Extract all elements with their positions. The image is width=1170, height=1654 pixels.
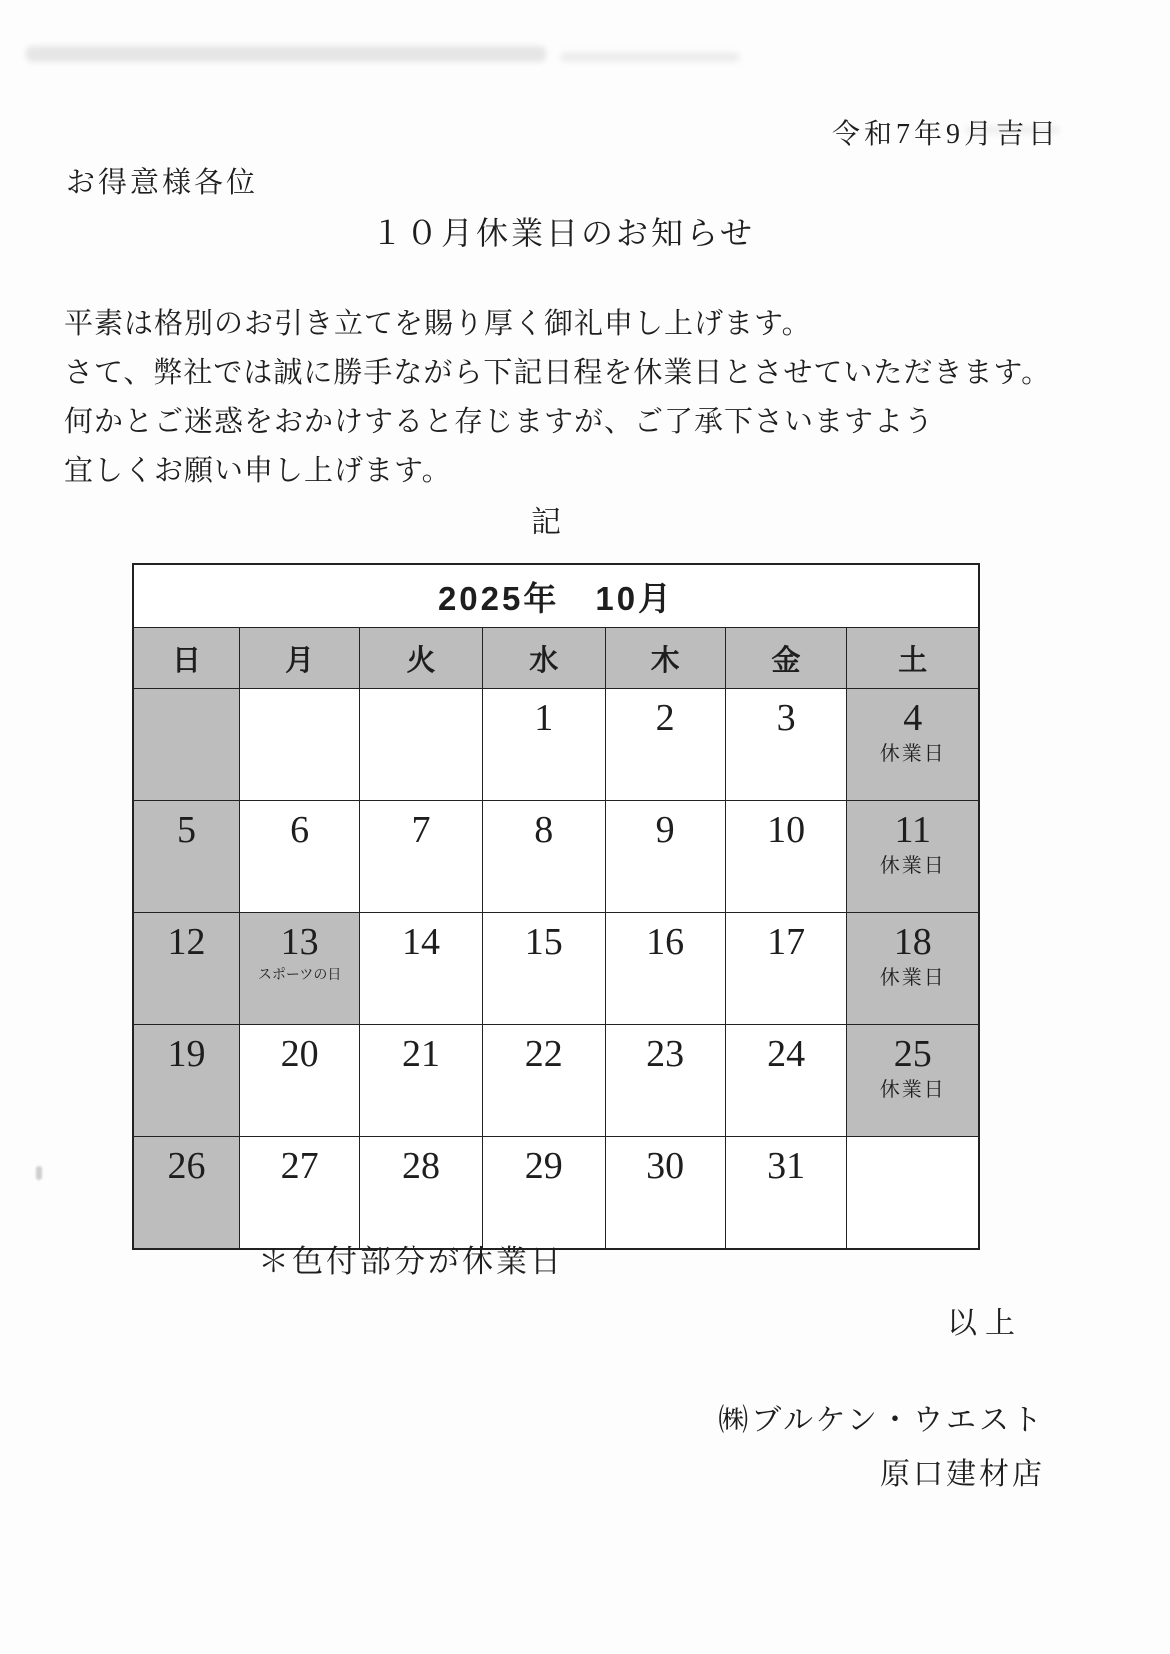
day-cell-13 [240,913,360,1025]
calendar-table [132,563,980,1250]
legend-note: ＊色付部分が休業日 [258,1244,564,1279]
day-number: 31 [767,1145,806,1187]
weekday-header-日: 日 [133,628,240,689]
day-cell-empty [360,689,483,801]
page-title: １０月休業日のお知らせ [370,215,756,251]
day-cell-31 [725,1137,847,1250]
day-cell-empty [240,689,360,801]
day-number: 8 [534,809,554,851]
day-cell-29 [482,1137,605,1250]
day-number: 10 [767,809,806,851]
day-number: 9 [655,809,675,851]
issue-date: 令和7年9月吉日 [831,119,1060,150]
day-cell-16 [605,913,725,1025]
day-cell-2 [605,689,725,801]
day-number: 14 [402,921,441,963]
calendar-week-row [133,689,979,801]
weekday-header-土: 土 [847,628,979,689]
day-cell-empty [847,1137,979,1250]
body-line: 平素は格別のお引き立てを賜り厚く御礼申し上げます。 [64,308,812,340]
scan-artifact [560,52,740,62]
company-name: ㈱ブルケン・ウエスト [718,1404,1045,1437]
company-signature [718,1394,1045,1502]
day-cell-17 [725,913,847,1025]
day-number: 16 [646,921,685,963]
day-cell-22 [482,1025,605,1137]
day-cell-empty [133,689,240,801]
day-cell-23 [605,1025,725,1137]
day-label: スポーツの日 [257,968,342,983]
record-mark: 記 [531,506,561,539]
day-number: 2 [655,697,675,739]
day-number: 3 [776,697,796,739]
day-number: 26 [167,1145,206,1187]
calendar-week-row [133,801,979,913]
company-branch: 原口建材店 [880,1458,1045,1491]
day-cell-6 [240,801,360,913]
day-number: 19 [167,1033,206,1075]
day-cell-12 [133,913,240,1025]
day-number: 23 [646,1033,685,1075]
day-number: 11 [894,809,932,851]
day-number: 22 [524,1033,563,1075]
body-line: 宜しくお願い申し上げます。 [64,455,452,487]
scan-artifact [26,46,546,62]
day-number: 21 [402,1033,441,1075]
body-paragraph [64,300,1051,496]
weekday-header-水: 水 [482,628,605,689]
day-number: 27 [280,1145,319,1187]
day-cell-27 [240,1137,360,1250]
day-number: 30 [646,1145,685,1187]
day-cell-30 [605,1137,725,1250]
day-cell-19 [133,1025,240,1137]
day-number: 29 [524,1145,563,1187]
day-number: 13 [280,921,319,963]
day-number: 18 [893,921,932,963]
day-number: 7 [411,809,431,851]
day-cell-20 [240,1025,360,1137]
day-cell-15 [482,913,605,1025]
calendar-body [133,689,979,1250]
day-number: 6 [290,809,310,851]
calendar-title: 2025年 10月 [133,564,979,628]
body-line: 何かとご迷惑をおかけすると存じますが、ご了承下さいますよう [64,406,935,438]
day-cell-1 [482,689,605,801]
day-number: 15 [524,921,563,963]
recipient-line: お得意様各位 [66,167,259,199]
day-label: 休業日 [879,743,946,765]
scan-artifact [36,1166,42,1180]
day-cell-18 [847,913,979,1025]
day-cell-7 [360,801,483,913]
day-cell-14 [360,913,483,1025]
day-label: 休業日 [879,967,946,989]
day-cell-21 [360,1025,483,1137]
day-cell-10 [725,801,847,913]
day-label: 休業日 [879,1079,946,1101]
day-label: 休業日 [879,855,946,877]
weekday-header-row [133,628,979,689]
day-cell-8 [482,801,605,913]
day-cell-5 [133,801,240,913]
weekday-header-月: 月 [240,628,360,689]
day-cell-4 [847,689,979,801]
day-number: 20 [280,1033,319,1075]
day-cell-25 [847,1025,979,1137]
day-number: 28 [402,1145,441,1187]
weekday-header-木: 木 [605,628,725,689]
day-number: 24 [767,1033,806,1075]
day-number: 12 [167,921,206,963]
day-number: 25 [893,1033,932,1075]
day-cell-26 [133,1137,240,1250]
closing-mark: 以上 [947,1307,1023,1340]
body-line: さて、弊社では誠に勝手ながら下記日程を休業日とさせていただきます。 [64,357,1052,389]
day-cell-3 [725,689,847,801]
weekday-header-金: 金 [725,628,847,689]
day-number: 5 [177,809,197,851]
day-number: 1 [534,697,554,739]
calendar-week-row [133,1137,979,1250]
weekday-header-火: 火 [360,628,483,689]
day-cell-9 [605,801,725,913]
day-cell-11 [847,801,979,913]
day-cell-28 [360,1137,483,1250]
day-number: 17 [767,921,806,963]
calendar-week-row [133,1025,979,1137]
calendar-week-row [133,913,979,1025]
day-number: 4 [903,697,923,739]
calendar-container [132,563,980,1250]
day-cell-24 [725,1025,847,1137]
